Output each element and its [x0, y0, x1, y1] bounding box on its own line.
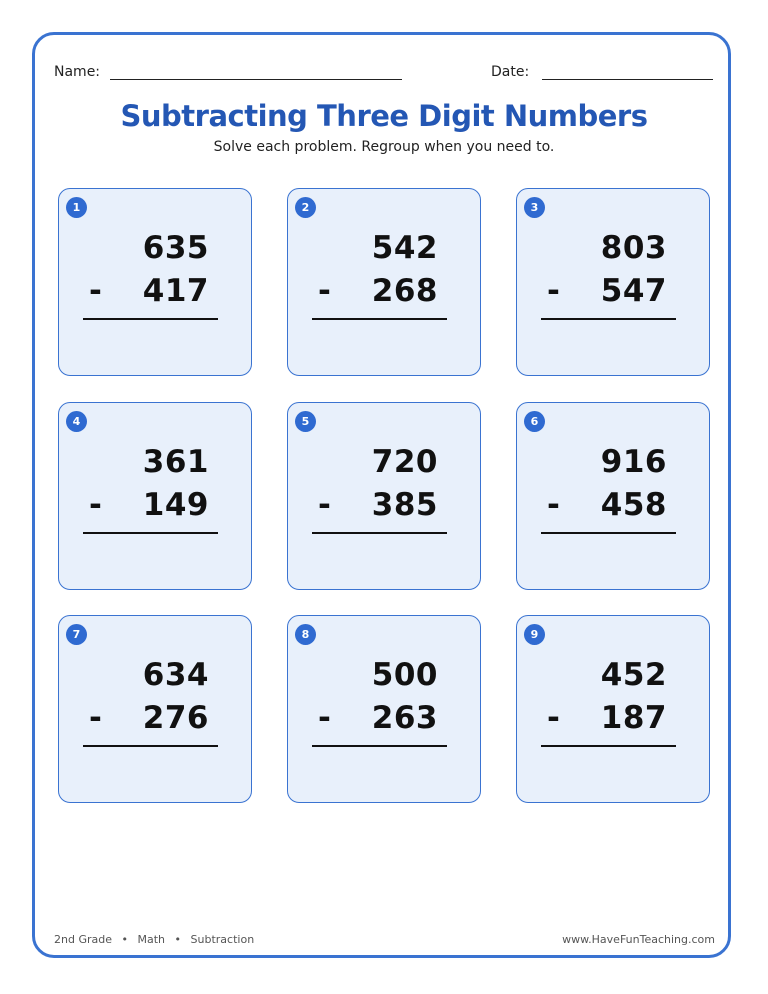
answer-line[interactable] [83, 318, 218, 320]
footer-tag-grade: 2nd Grade [54, 933, 112, 946]
minuend: 542 [371, 230, 438, 266]
minuend: 803 [600, 230, 667, 266]
subtrahend: 458 [600, 487, 667, 523]
footer-tags [54, 933, 254, 946]
minus-sign: - [89, 700, 102, 736]
answer-line[interactable] [541, 318, 676, 320]
footer-website[interactable]: www.HaveFunTeaching.com [562, 933, 715, 946]
problem-number-badge: 1 [66, 197, 87, 218]
problem-card-2 [287, 188, 481, 376]
footer-tag-subject: Math [137, 933, 166, 946]
problem-number-badge: 5 [295, 411, 316, 432]
subtrahend: 187 [600, 700, 667, 736]
answer-line[interactable] [541, 745, 676, 747]
minus-sign: - [547, 487, 560, 523]
problem-number-badge: 4 [66, 411, 87, 432]
minus-sign: - [318, 273, 331, 309]
subtrahend: 276 [142, 700, 209, 736]
minuend: 720 [371, 444, 438, 480]
footer-separator: • [121, 933, 128, 946]
subtrahend: 385 [371, 487, 438, 523]
problem-number-badge: 8 [295, 624, 316, 645]
problem-number-badge: 6 [524, 411, 545, 432]
answer-line[interactable] [312, 532, 447, 534]
subtrahend: 149 [142, 487, 209, 523]
minus-sign: - [89, 273, 102, 309]
problem-card-4 [58, 402, 252, 590]
minus-sign: - [318, 700, 331, 736]
subtrahend: 263 [371, 700, 438, 736]
minuend: 361 [142, 444, 209, 480]
minus-sign: - [89, 487, 102, 523]
minuend: 452 [600, 657, 667, 693]
problem-card-8 [287, 615, 481, 803]
minuend: 916 [600, 444, 667, 480]
name-field-line[interactable] [110, 79, 402, 80]
subtrahend: 547 [600, 273, 667, 309]
worksheet-title: Subtracting Three Digit Numbers [120, 99, 648, 133]
footer-tag-topic: Subtraction [190, 933, 255, 946]
answer-line[interactable] [312, 318, 447, 320]
minus-sign: - [547, 273, 560, 309]
problem-card-1 [58, 188, 252, 376]
worksheet-instructions: Solve each problem. Regroup when you need to. [213, 139, 555, 155]
subtrahend: 417 [142, 273, 209, 309]
problem-number-badge: 9 [524, 624, 545, 645]
problem-card-3 [516, 188, 710, 376]
answer-line[interactable] [83, 745, 218, 747]
answer-line[interactable] [83, 532, 218, 534]
answer-line[interactable] [312, 745, 447, 747]
problem-card-6 [516, 402, 710, 590]
subtrahend: 268 [371, 273, 438, 309]
problem-number-badge: 2 [295, 197, 316, 218]
minuend: 634 [142, 657, 209, 693]
problem-card-7 [58, 615, 252, 803]
problem-number-badge: 7 [66, 624, 87, 645]
date-label: Date: [491, 64, 530, 80]
answer-line[interactable] [541, 532, 676, 534]
minuend: 635 [142, 230, 209, 266]
problem-number-badge: 3 [524, 197, 545, 218]
minuend: 500 [371, 657, 438, 693]
minus-sign: - [318, 487, 331, 523]
minus-sign: - [547, 700, 560, 736]
date-field-line[interactable] [542, 79, 713, 80]
problem-card-5 [287, 402, 481, 590]
problem-card-9 [516, 615, 710, 803]
footer-separator: • [174, 933, 182, 946]
name-label: Name: [54, 64, 101, 80]
